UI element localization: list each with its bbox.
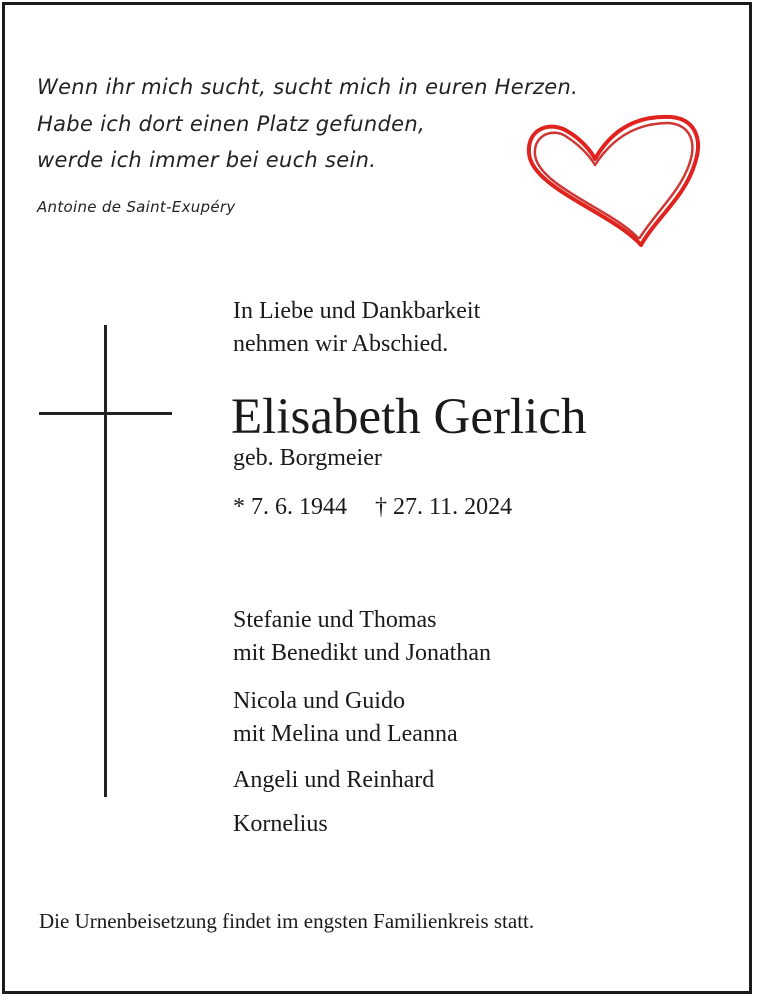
mourner-group-3 (233, 764, 434, 797)
cross-bar (39, 412, 172, 415)
intro-line-1: In Liebe und Dankbarkeit (233, 298, 481, 324)
mourner-line: Kornelius (233, 811, 328, 837)
heart-icon (523, 113, 705, 251)
deceased-name: Elisabeth Gerlich (231, 389, 587, 445)
birth-date: * 7. 6. 1944 (233, 494, 347, 520)
mourner-line: mit Benedikt und Jonathan (233, 640, 491, 666)
burial-notice: Die Urnenbeisetzung findet im engsten Familienkreis statt. (39, 909, 535, 933)
mourner-line: Nicola und Guido (233, 688, 405, 714)
mourner-line: Stefanie und Thomas (233, 607, 437, 633)
intro-line-2: nehmen wir Abschied. (233, 331, 449, 357)
quote-line-3: werde ich immer bei euch sein. (37, 148, 377, 172)
cross-icon (104, 325, 107, 797)
mourner-group-1 (233, 604, 491, 670)
life-dates (233, 494, 512, 521)
mourner-line: mit Melina und Leanna (233, 721, 458, 747)
obituary-frame (2, 2, 752, 994)
quote-line-2: Habe ich dort einen Platz gefunden, (37, 112, 425, 136)
mourner-group-2 (233, 685, 458, 751)
quote-line-1: Wenn ihr mich sucht, sucht mich in euren Herzen. (37, 75, 579, 99)
quote-author: Antoine de Saint-Exupéry (37, 198, 236, 216)
birth-name: geb. Borgmeier (233, 445, 382, 471)
intro-text (233, 295, 480, 361)
death-date: † 27. 11. 2024 (375, 494, 513, 520)
mourner-line: Angeli und Reinhard (233, 767, 435, 793)
mourner-group-4 (233, 808, 328, 841)
